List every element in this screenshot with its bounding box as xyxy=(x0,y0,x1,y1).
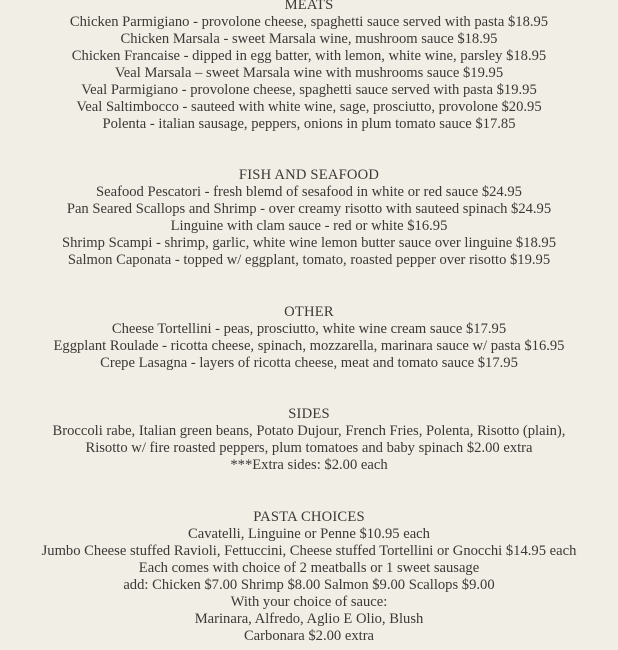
menu-item: Seafood Pescatori - fresh blemd of sesafood in white or red sauce $24.95 xyxy=(96,184,522,200)
menu-item: Veal Marsala – sweet Marsala wine with mushrooms sauce $19.95 xyxy=(114,65,504,81)
menu-item: Chicken Parmigiano - provolone cheese, spaghetti sauce served with pasta $18.95 xyxy=(69,14,549,30)
section-meats xyxy=(0,0,618,133)
section-heading: FISH AND SEAFOOD xyxy=(238,167,380,183)
menu-item: Cavatelli, Linguine or Penne $10.95 each xyxy=(188,526,430,542)
menu-item: Broccoli rabe, Italian green beans, Potato Dujour, French Fries, Polenta, Risotto (plain), xyxy=(52,423,566,439)
menu-item: Crepe Lasagna - layers of ricotta cheese, meat and tomato sauce $17.95 xyxy=(100,355,518,371)
menu-item: Each comes with choice of 2 meatballs or 1 sweet sausage xyxy=(138,560,480,576)
section-sides xyxy=(0,406,618,474)
menu-item: add: Chicken $7.00 Shrimp $8.00 Salmon $9.00 Scallops $9.00 xyxy=(123,577,495,593)
section-pasta-choices xyxy=(0,509,618,645)
menu-item: Cheese Tortellini - peas, prosciutto, white wine cream sauce $17.95 xyxy=(111,321,507,337)
menu-item: Chicken Marsala - sweet Marsala wine, mushroom sauce $18.95 xyxy=(120,31,498,47)
menu-item: Pan Seared Scallops and Shrimp - over creamy risotto with sauteed spinach $24.95 xyxy=(66,201,552,217)
section-heading: PASTA CHOICES xyxy=(253,509,365,525)
menu-item: Risotto w/ fire roasted peppers, plum tomatoes and baby spinach $2.00 extra xyxy=(85,440,533,456)
menu-item: Chicken Francaise - dipped in egg batter, with lemon, white wine, parsley $18.95 xyxy=(71,48,547,64)
menu-item: Jumbo Cheese stuffed Ravioli, Fettuccini, Cheese stuffed Tortellini or Gnocchi $14.95 each xyxy=(41,543,577,559)
menu-item: Carbonara $2.00 extra xyxy=(243,628,375,644)
menu-item: Marinara, Alfredo, Aglio E Olio, Blush xyxy=(194,611,424,627)
menu-item: With your choice of sauce: xyxy=(230,594,388,610)
menu-item: Veal Parmigiano - provolone cheese, spaghetti sauce served with pasta $19.95 xyxy=(81,82,537,98)
section-heading: MEATS xyxy=(284,0,334,13)
menu-item: Polenta - italian sausage, peppers, onions in plum tomato sauce $17.85 xyxy=(102,116,516,132)
menu-item: Eggplant Roulade - ricotta cheese, spinach, mozzarella, marinara sauce w/ pasta $16.95 xyxy=(53,338,565,354)
section-heading: SIDES xyxy=(288,406,330,422)
menu-item: ***Extra sides: $2.00 each xyxy=(230,457,388,473)
section-fish-and-seafood xyxy=(0,167,618,269)
section-other xyxy=(0,304,618,372)
menu-item: Linguine with clam sauce - red or white $16.95 xyxy=(170,218,448,234)
menu-item: Veal Saltimbocco - sauteed with white wine, sage, prosciutto, provolone $20.95 xyxy=(76,99,542,115)
section-heading: OTHER xyxy=(284,304,334,320)
menu-item: Shrimp Scampi - shrimp, garlic, white wine lemon butter sauce over linguine $18.95 xyxy=(61,235,557,251)
menu-item: Salmon Caponata - topped w/ eggplant, tomato, roasted pepper over risotto $19.95 xyxy=(67,252,551,268)
